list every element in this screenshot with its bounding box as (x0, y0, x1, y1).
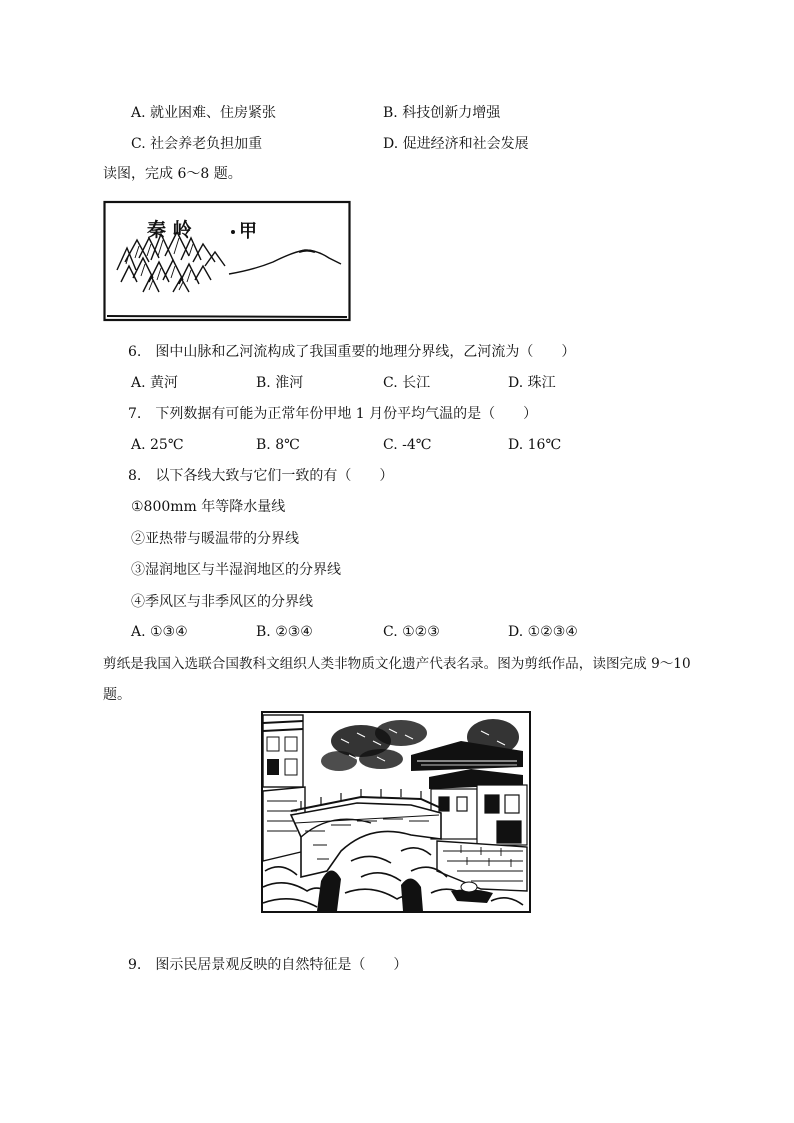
qinling-figure (103, 200, 351, 322)
point-jia-dot (231, 230, 235, 234)
papercut-figure (261, 711, 531, 913)
q8-option-d: D. ①②③④ (508, 624, 578, 640)
q8-option-c: C. ①②③ (383, 624, 440, 640)
q9-stem: 9. 图示民居景观反映的自然特征是（ ） (128, 957, 408, 973)
label-qinling: 秦 岭 (147, 219, 192, 241)
q6-option-c: C. 长江 (383, 375, 431, 391)
qinling-sketch (103, 200, 351, 322)
q8-option-b: B. ②③④ (256, 624, 313, 640)
q8-item-2: ②亚热带与暖温带的分界线 (131, 531, 299, 547)
q6-stem: 6. 图中山脉和乙河流构成了我国重要的地理分界线，乙河流为（ ） (128, 344, 576, 360)
q8-item-4: ④季风区与非季风区的分界线 (131, 594, 313, 610)
q5-option-a: A. 就业困难、住房紧张 (131, 105, 277, 121)
q8-option-a: A. ①③④ (131, 624, 188, 640)
q8-item-3: ③湿润地区与半湿润地区的分界线 (131, 562, 341, 578)
q7-option-b: B. 8℃ (256, 437, 300, 453)
q8-item-1: ①800mm 年等降水量线 (131, 499, 286, 515)
right-houses (431, 785, 527, 845)
q7-option-c: C. -4℃ (383, 437, 432, 453)
q5-option-d: D. 促进经济和社会发展 (383, 136, 529, 152)
q7-option-d: D. 16℃ (508, 437, 562, 453)
q6-option-b: B. 淮河 (256, 375, 304, 391)
label-jia: 甲 (239, 221, 257, 242)
q5-option-c: C. 社会养老负担加重 (131, 136, 263, 152)
q6-option-a: A. 黄河 (131, 375, 179, 391)
q7-option-a: A. 25℃ (131, 437, 184, 453)
q7-stem: 7. 下列数据有可能为正常年份甲地 1 月份平均气温的是（ ） (128, 406, 538, 422)
papercut-artwork (261, 711, 531, 913)
intro-9-10-line1: 剪纸是我国入选联合国教科文组织人类非物质文化遗产代表名录。图为剪纸作品，读图完成 9～10 (103, 656, 691, 672)
q8-stem: 8. 以下各线大致与它们一致的有（ ） (128, 468, 394, 484)
intro-9-10-line2: 题。 (103, 687, 131, 703)
q5-option-b: B. 科技创新力增强 (383, 105, 501, 121)
intro-6-8: 读图，完成 6～8 题。 (103, 166, 242, 182)
q6-option-d: D. 珠江 (508, 375, 556, 391)
